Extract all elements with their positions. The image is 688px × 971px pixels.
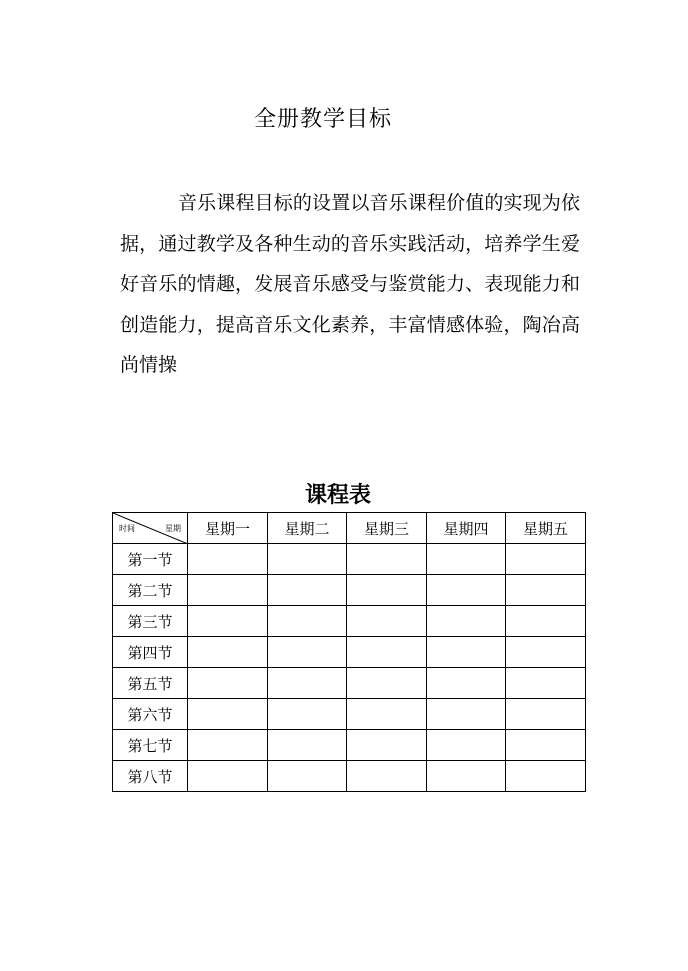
table-row	[113, 699, 586, 730]
schedule-cell	[188, 668, 268, 699]
schedule-cell	[347, 699, 427, 730]
period-label: 第二节	[113, 575, 188, 606]
day-header: 星期二	[268, 513, 347, 544]
period-label: 第四节	[113, 637, 188, 668]
table-row	[113, 544, 586, 575]
schedule-cell	[188, 730, 268, 761]
schedule-cell	[347, 668, 427, 699]
intro-paragraph: 音乐课程目标的设置以音乐课程价值的实现为依据，通过教学及各种生动的音乐实践活动，培养学生爱好音乐的情趣，发展音乐感受与鉴赏能力、表现能力和创造能力，提高音乐文化素养，丰富情感体验，陶冶高尚情操	[120, 192, 580, 376]
schedule-cell	[506, 699, 586, 730]
page-title: 全册教学目标	[253, 107, 392, 132]
schedule-cell	[506, 606, 586, 637]
table-row	[113, 761, 586, 792]
schedule-title: 课程表	[304, 483, 371, 508]
period-label: 第一节	[113, 544, 188, 575]
schedule-cell	[427, 668, 506, 699]
schedule-cell	[427, 730, 506, 761]
schedule-cell	[347, 606, 427, 637]
schedule-cell	[268, 544, 347, 575]
period-label: 第三节	[113, 606, 188, 637]
schedule-cell	[427, 699, 506, 730]
schedule-cell	[268, 606, 347, 637]
schedule-cell	[347, 544, 427, 575]
schedule-cell	[347, 761, 427, 792]
schedule-cell	[427, 575, 506, 606]
schedule-cell	[427, 606, 506, 637]
corner-cell	[113, 513, 188, 544]
schedule-cell	[188, 699, 268, 730]
table-row	[113, 637, 586, 668]
schedule-cell	[506, 637, 586, 668]
period-label: 第五节	[113, 668, 188, 699]
schedule-table	[112, 512, 586, 792]
schedule-cell	[268, 730, 347, 761]
schedule-cell	[268, 699, 347, 730]
table-row	[113, 730, 586, 761]
day-header: 星期四	[427, 513, 506, 544]
period-label: 第八节	[113, 761, 188, 792]
schedule-cell	[347, 730, 427, 761]
schedule-cell	[347, 637, 427, 668]
schedule-cell	[268, 668, 347, 699]
day-header: 星期五	[506, 513, 586, 544]
schedule-cell	[268, 761, 347, 792]
schedule-cell	[268, 575, 347, 606]
schedule-cell	[188, 761, 268, 792]
schedule-cell	[268, 637, 347, 668]
schedule-cell	[188, 606, 268, 637]
period-label: 第七节	[113, 730, 188, 761]
day-header: 星期三	[347, 513, 427, 544]
schedule-cell	[506, 544, 586, 575]
schedule-cell	[506, 730, 586, 761]
schedule-cell	[427, 544, 506, 575]
corner-col-label: 星期	[165, 524, 181, 533]
schedule-header-row	[113, 513, 586, 544]
schedule-cell	[427, 761, 506, 792]
schedule-cell	[188, 637, 268, 668]
schedule-cell	[427, 637, 506, 668]
schedule-cell	[347, 575, 427, 606]
table-row	[113, 575, 586, 606]
schedule-cell	[188, 544, 268, 575]
period-label: 第六节	[113, 699, 188, 730]
schedule-cell	[506, 575, 586, 606]
schedule-cell	[506, 668, 586, 699]
table-row	[113, 606, 586, 637]
day-header: 星期一	[188, 513, 268, 544]
schedule-cell	[188, 575, 268, 606]
table-row	[113, 668, 586, 699]
corner-row-label: 时间	[119, 524, 135, 533]
schedule-cell	[506, 761, 586, 792]
